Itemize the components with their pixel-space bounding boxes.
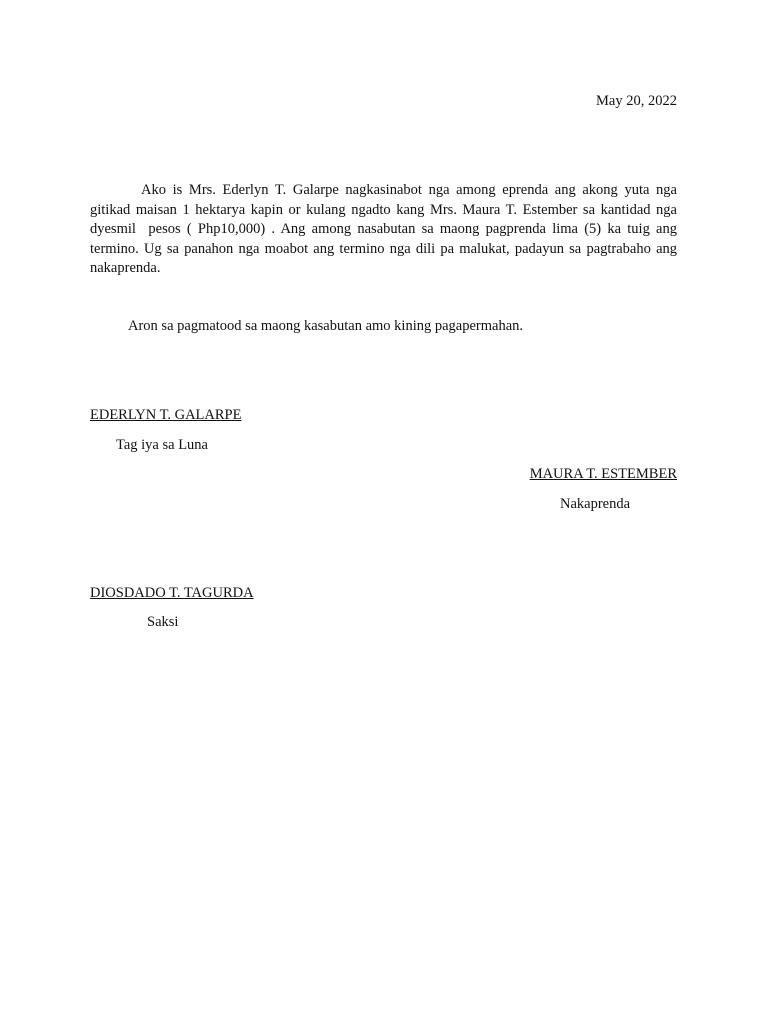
- attestation-paragraph: Aron sa pagmatood sa maong kasabutan amo kining pagapermahan.: [128, 318, 524, 334]
- document-date: May 20, 2022: [596, 93, 677, 109]
- signatory-role-pledgee: Nakaprenda: [560, 496, 631, 512]
- signatory-role-owner: Tag iya sa Luna: [116, 437, 208, 453]
- signatory-role-witness: Saksi: [147, 614, 179, 630]
- signatory-name-owner: EDERLYN T. GALARPE: [90, 407, 242, 423]
- signatory-name-witness: DIOSDADO T. TAGURDA: [90, 585, 254, 601]
- agreement-paragraph: Ako is Mrs. Ederlyn T. Galarpe nagkasinabot nga among eprenda ang akong yuta nga gitikad maisan 1 hektarya kapin or kulang ngadto kang Mrs. Maura T. Estember sa kantidad nga dyesmil pesos ( Php10,000) . Ang among nasabutan sa maong pagprenda lima (5) ka tuig ang termino. Ug sa panahon nga moabot ang termino nga dili pa malukat, padayun sa pagtrabaho ang nakaprenda.: [90, 182, 677, 276]
- signatory-name-pledgee: MAURA T. ESTEMBER: [529, 466, 677, 482]
